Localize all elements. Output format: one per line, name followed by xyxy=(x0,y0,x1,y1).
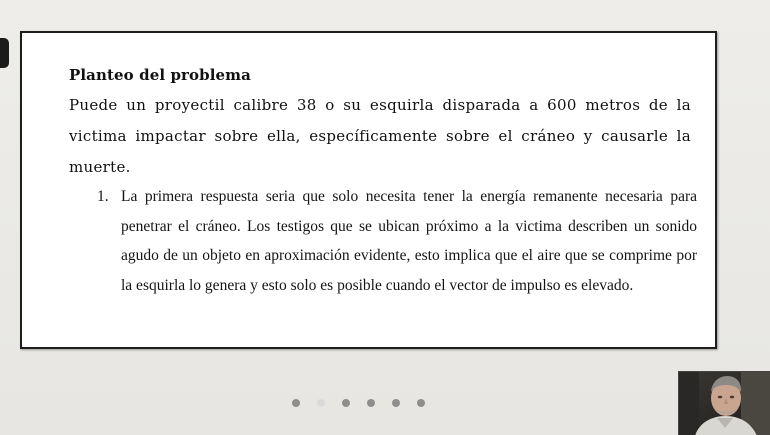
pagination-dot-4[interactable] xyxy=(367,399,375,407)
pagination-dot-1[interactable] xyxy=(292,399,300,407)
pagination-dot-2[interactable] xyxy=(317,399,325,407)
pagination-dot-6[interactable] xyxy=(417,399,425,407)
pagination-dot-5[interactable] xyxy=(392,399,400,407)
pagination-dot-3[interactable] xyxy=(342,399,350,407)
problem-statement: Puede un proyectil calibre 38 o su esquirla disparada a 600 metros de la victima impactar sobre ella, específicamente sobre el cráneo y causarle la muerte. xyxy=(69,96,691,176)
list-item-text: La primera respuesta seria que solo necesita tener la energía remanente necesaria para penetrar el cráneo. Los testigos que se ubican próximo a la victima describen un sonido agudo de un objeto en aproximación evidente, esto implica que el aire que se comprime por la esquirla lo genera y esto solo es posible cuando el vector de impulso es elevado. xyxy=(121,188,697,294)
list-item xyxy=(97,182,697,300)
slide-pagination xyxy=(292,399,425,407)
list-item-number: 1. xyxy=(97,188,109,205)
person-video-icon xyxy=(679,372,770,435)
slide-card xyxy=(20,31,717,349)
slide-title: Planteo del problema xyxy=(69,66,251,84)
participant-video[interactable] xyxy=(678,371,770,435)
panel-handle-icon[interactable] xyxy=(0,38,9,68)
